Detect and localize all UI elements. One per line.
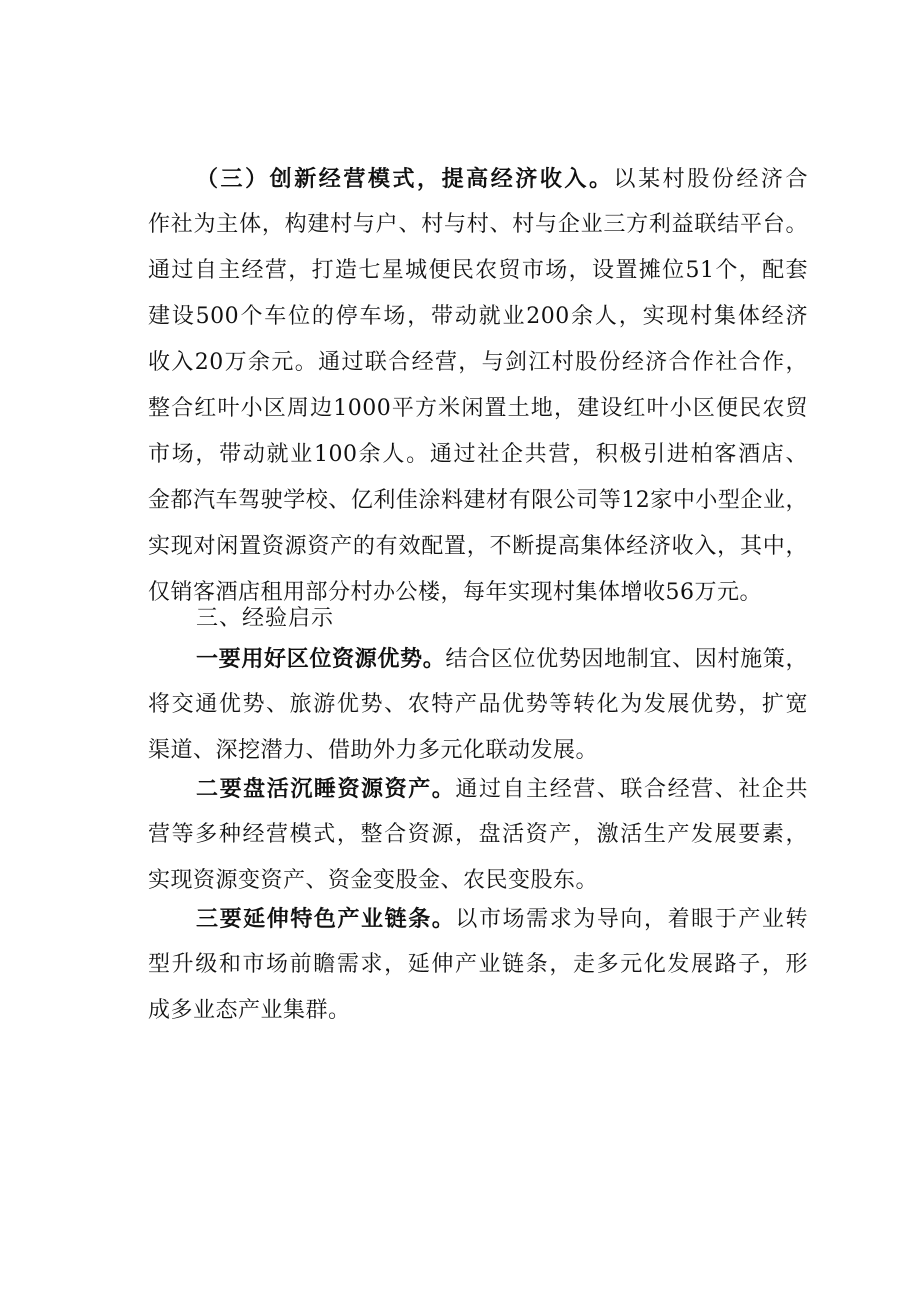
paragraph-line: 一要用好区位资源优势。结合区位优势因地制宜、因村施策， xyxy=(196,646,808,672)
section-heading: 三、经验启示 xyxy=(196,606,335,631)
paragraph-line: 将交通优势、旅游优势、农特产品优势等转化为发展优势，扩宽 xyxy=(148,692,808,717)
paragraph-line: 实现资源变资产、资金变股金、农民变股东。 xyxy=(148,868,599,893)
paragraph-line: 作社为主体，构建村与户、村与村、村与企业三方利益联结平台。 xyxy=(148,212,808,237)
paragraph-revitalize-assets xyxy=(148,766,808,904)
paragraph-line: 收入20万余元。通过联合经营，与剑江村股份经济合作社合作， xyxy=(148,350,808,375)
paragraph-line: 仅销客酒店租用部分村办公楼，每年实现村集体增收56万元。 xyxy=(148,580,762,605)
paragraph-line: 二要盘活沉睡资源资产。通过自主经营、联合经营、社企共 xyxy=(196,776,808,802)
paragraph-line: 三要延伸特色产业链条。以市场需求为导向，着眼于产业转 xyxy=(196,906,808,932)
paragraph-line: 实现对闲置资源资产的有效配置，不断提高集体经济收入，其中， xyxy=(148,534,808,559)
paragraph-lead: 一要用好区位资源优势。 xyxy=(196,646,446,672)
paragraph-innovate-operation xyxy=(148,156,808,616)
paragraph-line: 金都汽车驾驶学校、亿利佳涂料建材有限公司等12家中小型企业， xyxy=(148,488,808,513)
paragraph-line: 市场，带动就业100余人。通过社企共营，积极引进柏客酒店、 xyxy=(148,442,808,467)
paragraph-lead: 三要延伸特色产业链条。 xyxy=(196,906,456,932)
paragraph-lead: 二要盘活沉睡资源资产。 xyxy=(196,776,456,802)
paragraph-line: 通过自主经营，打造七星城便民农贸市场，设置摊位51个，配套 xyxy=(148,258,808,283)
paragraph-lead: （三）创新经营模式，提高经济收入。 xyxy=(196,166,614,192)
paragraph-line: 渠道、深挖潜力、借助外力多元化联动发展。 xyxy=(148,738,599,763)
paragraph-line: 型升级和市场前瞻需求，延伸产业链条，走多元化发展路子，形 xyxy=(148,952,808,977)
paragraph-location-advantage xyxy=(148,636,808,774)
paragraph-line: 营等多种经营模式，整合资源，盘活资产，激活生产发展要素， xyxy=(148,822,808,847)
paragraph-extend-industry-chain xyxy=(148,896,808,1034)
paragraph-line: 建设500个车位的停车场，带动就业200余人，实现村集体经济 xyxy=(148,304,808,329)
paragraph-line: 成多业态产业集群。 xyxy=(148,998,351,1023)
paragraph-line: 整合红叶小区周边1000平方米闲置土地，建设红叶小区便民农贸 xyxy=(148,396,808,421)
paragraph-line: （三）创新经营模式，提高经济收入。以某村股份经济合 xyxy=(196,166,808,192)
